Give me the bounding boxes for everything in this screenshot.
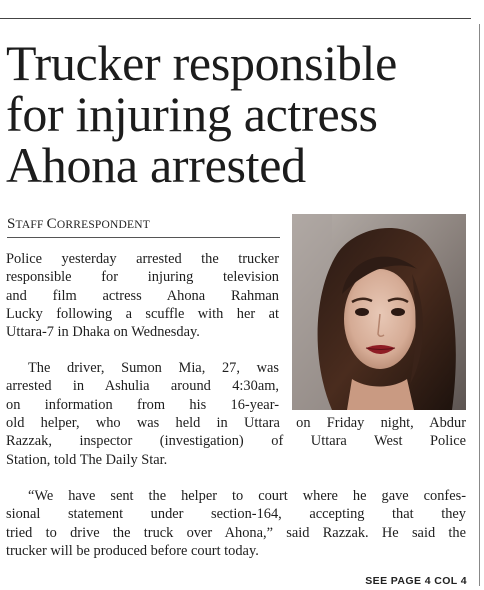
text-line: on information from his 16-year-: [6, 396, 279, 413]
top-rule: [0, 18, 471, 19]
portrait-image: [292, 214, 466, 410]
text-line: Uttara-7 in Dhaka on Wednesday.: [6, 324, 200, 341]
paragraph-1: [6, 250, 279, 341]
continuation-link[interactable]: SEE PAGE 4 COL 4: [365, 575, 467, 587]
actress-photo: [292, 214, 466, 410]
paragraph-3: [6, 487, 466, 560]
paragraph-2-wide: [6, 414, 466, 469]
text-line: “We have sent the helper to court where he gave confes-: [28, 488, 466, 504]
text-line: Station, told The Daily Star.: [6, 451, 168, 468]
text-line: trucker will be produced before court today.: [6, 542, 259, 559]
headline-line-3: Ahona arrested: [6, 137, 306, 193]
byline: STAFF CORRESPONDENT: [7, 216, 280, 238]
text-line: The driver, Sumon Mia, 27, was: [28, 360, 279, 376]
headline-line-1: Trucker responsible: [6, 35, 398, 91]
text-line: Razzak, inspector (investigation) of Uttara West Police: [6, 433, 466, 450]
masthead-strip: [185, 0, 471, 4]
headline: [6, 35, 476, 193]
text-line: arrested in Ashulia around 4:30am,: [6, 378, 279, 395]
headline-line-2: for injuring actress: [6, 86, 378, 142]
text-line: responsible for injuring television: [6, 269, 279, 286]
text-line: tried to drive the truck over Ahona,” said Razzak. He said the: [6, 524, 466, 541]
paragraph-2-narrow: [6, 359, 279, 414]
text-line: and film actress Ahona Rahman: [6, 287, 279, 304]
text-line: sional statement under section-164, accepting that they: [6, 506, 466, 523]
column-rule: [479, 24, 480, 586]
text-line: Lucky following a scuffle with her at: [6, 305, 279, 322]
text-line: Police yesterday arrested the trucker: [6, 251, 279, 267]
text-line: old helper, who was held in Uttara on Friday night, Abdur: [6, 415, 466, 431]
